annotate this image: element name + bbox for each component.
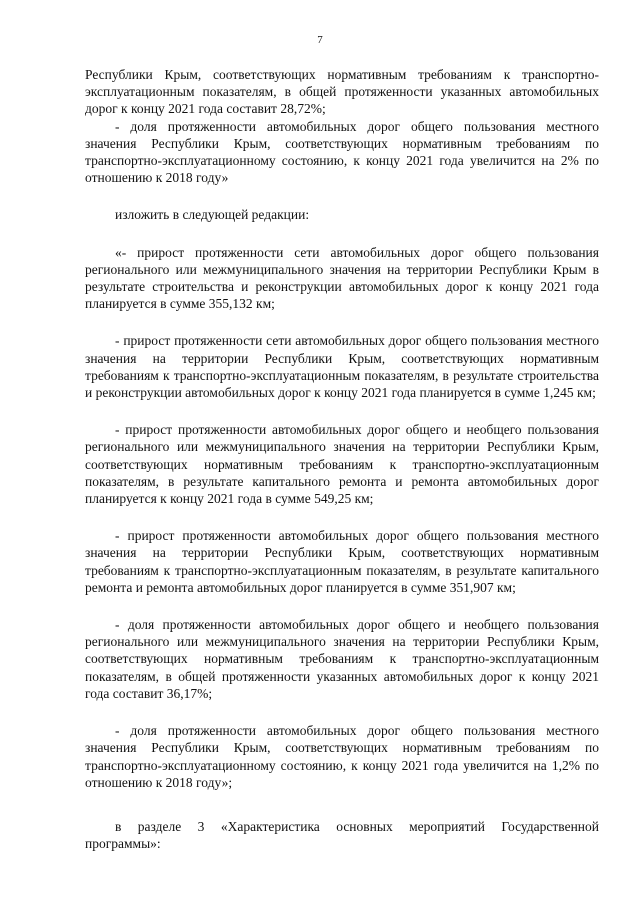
page-number: 7 — [317, 34, 323, 46]
paragraph-section-3-heading: в разделе 3 «Характеристика основных мероприятий Государственной программы»: — [85, 818, 599, 852]
paragraph-continuation: Республики Крым, соответствующих нормативным требованиям к транспортно-эксплуатационным показателям, в общей протяженности указанных автомобильных дорог к концу 2021 года составит 28,72%; — [85, 67, 599, 117]
paragraph-local-repair-growth: - прирост протяженности автомобильных дорог общего пользования местного значения на территории Республики Крым, соответствующих нормативным требованиям к транспортно-эксплуатационным показателям, в результате капитального ремонта и ремонта автомобильных дорог планируется в сумме 351,907 км; — [85, 528, 599, 595]
paragraph-amendment-intro: изложить в следующей редакции: — [115, 207, 310, 223]
paragraph-regional-roads-share: - доля протяженности автомобильных дорог общего и необщего пользования регионального или межмуниципального значения на территории Республики Крым, соответствующих нормативным требованиям к транспортно-эксплуатационным показателям, в общей протяженности указанных автомобильных дорог к концу 2021 года составит 36,17%; — [85, 617, 599, 701]
paragraph-local-roads-share-old: - доля протяженности автомобильных дорог общего пользования местного значения Республики Крым, соответствующих нормативным требованиям по транспортно-эксплуатационному состоянию, к концу 2021 года увеличится на 2% по отношению к 2018 году» — [85, 118, 599, 186]
document-body — [85, 66, 599, 852]
paragraph-regional-repair-growth: - прирост протяженности автомобильных дорог общего и необщего пользования регионального или межмуниципального значения на территории Республики Крым, соответствующих нормативным требованиям к транспортно-эксплуатационным показателям, в результате капитального ремонта и ремонта автомобильных дорог планируется к концу 2021 года в сумме 549,25 км; — [85, 422, 599, 507]
paragraph-local-roads-share-new: - доля протяженности автомобильных дорог общего пользования местного значения Республики Крым, соответствующих нормативным требованиям по транспортно-эксплуатационному состоянию, к концу 2021 года увеличится на 1,2% по отношению к 2018 году»; — [85, 723, 599, 790]
paragraph-regional-network-growth: «- прирост протяженности сети автомобильных дорог общего пользования регионального или межмуниципального значения на территории Республики Крым в результате строительства и реконструкции автомобильных дорог к концу 2021 года планируется в сумме 355,132 км; — [85, 244, 599, 312]
paragraph-local-network-growth: - прирост протяженности сети автомобильных дорог общего пользования местного значения на территории Республики Крым, соответствующих нормативным требованиям к транспортно-эксплуатационным показателям, в результате строительства и реконструкции автомобильных дорог к концу 2021 года планируется в сумме 1,245 км; — [85, 333, 599, 401]
